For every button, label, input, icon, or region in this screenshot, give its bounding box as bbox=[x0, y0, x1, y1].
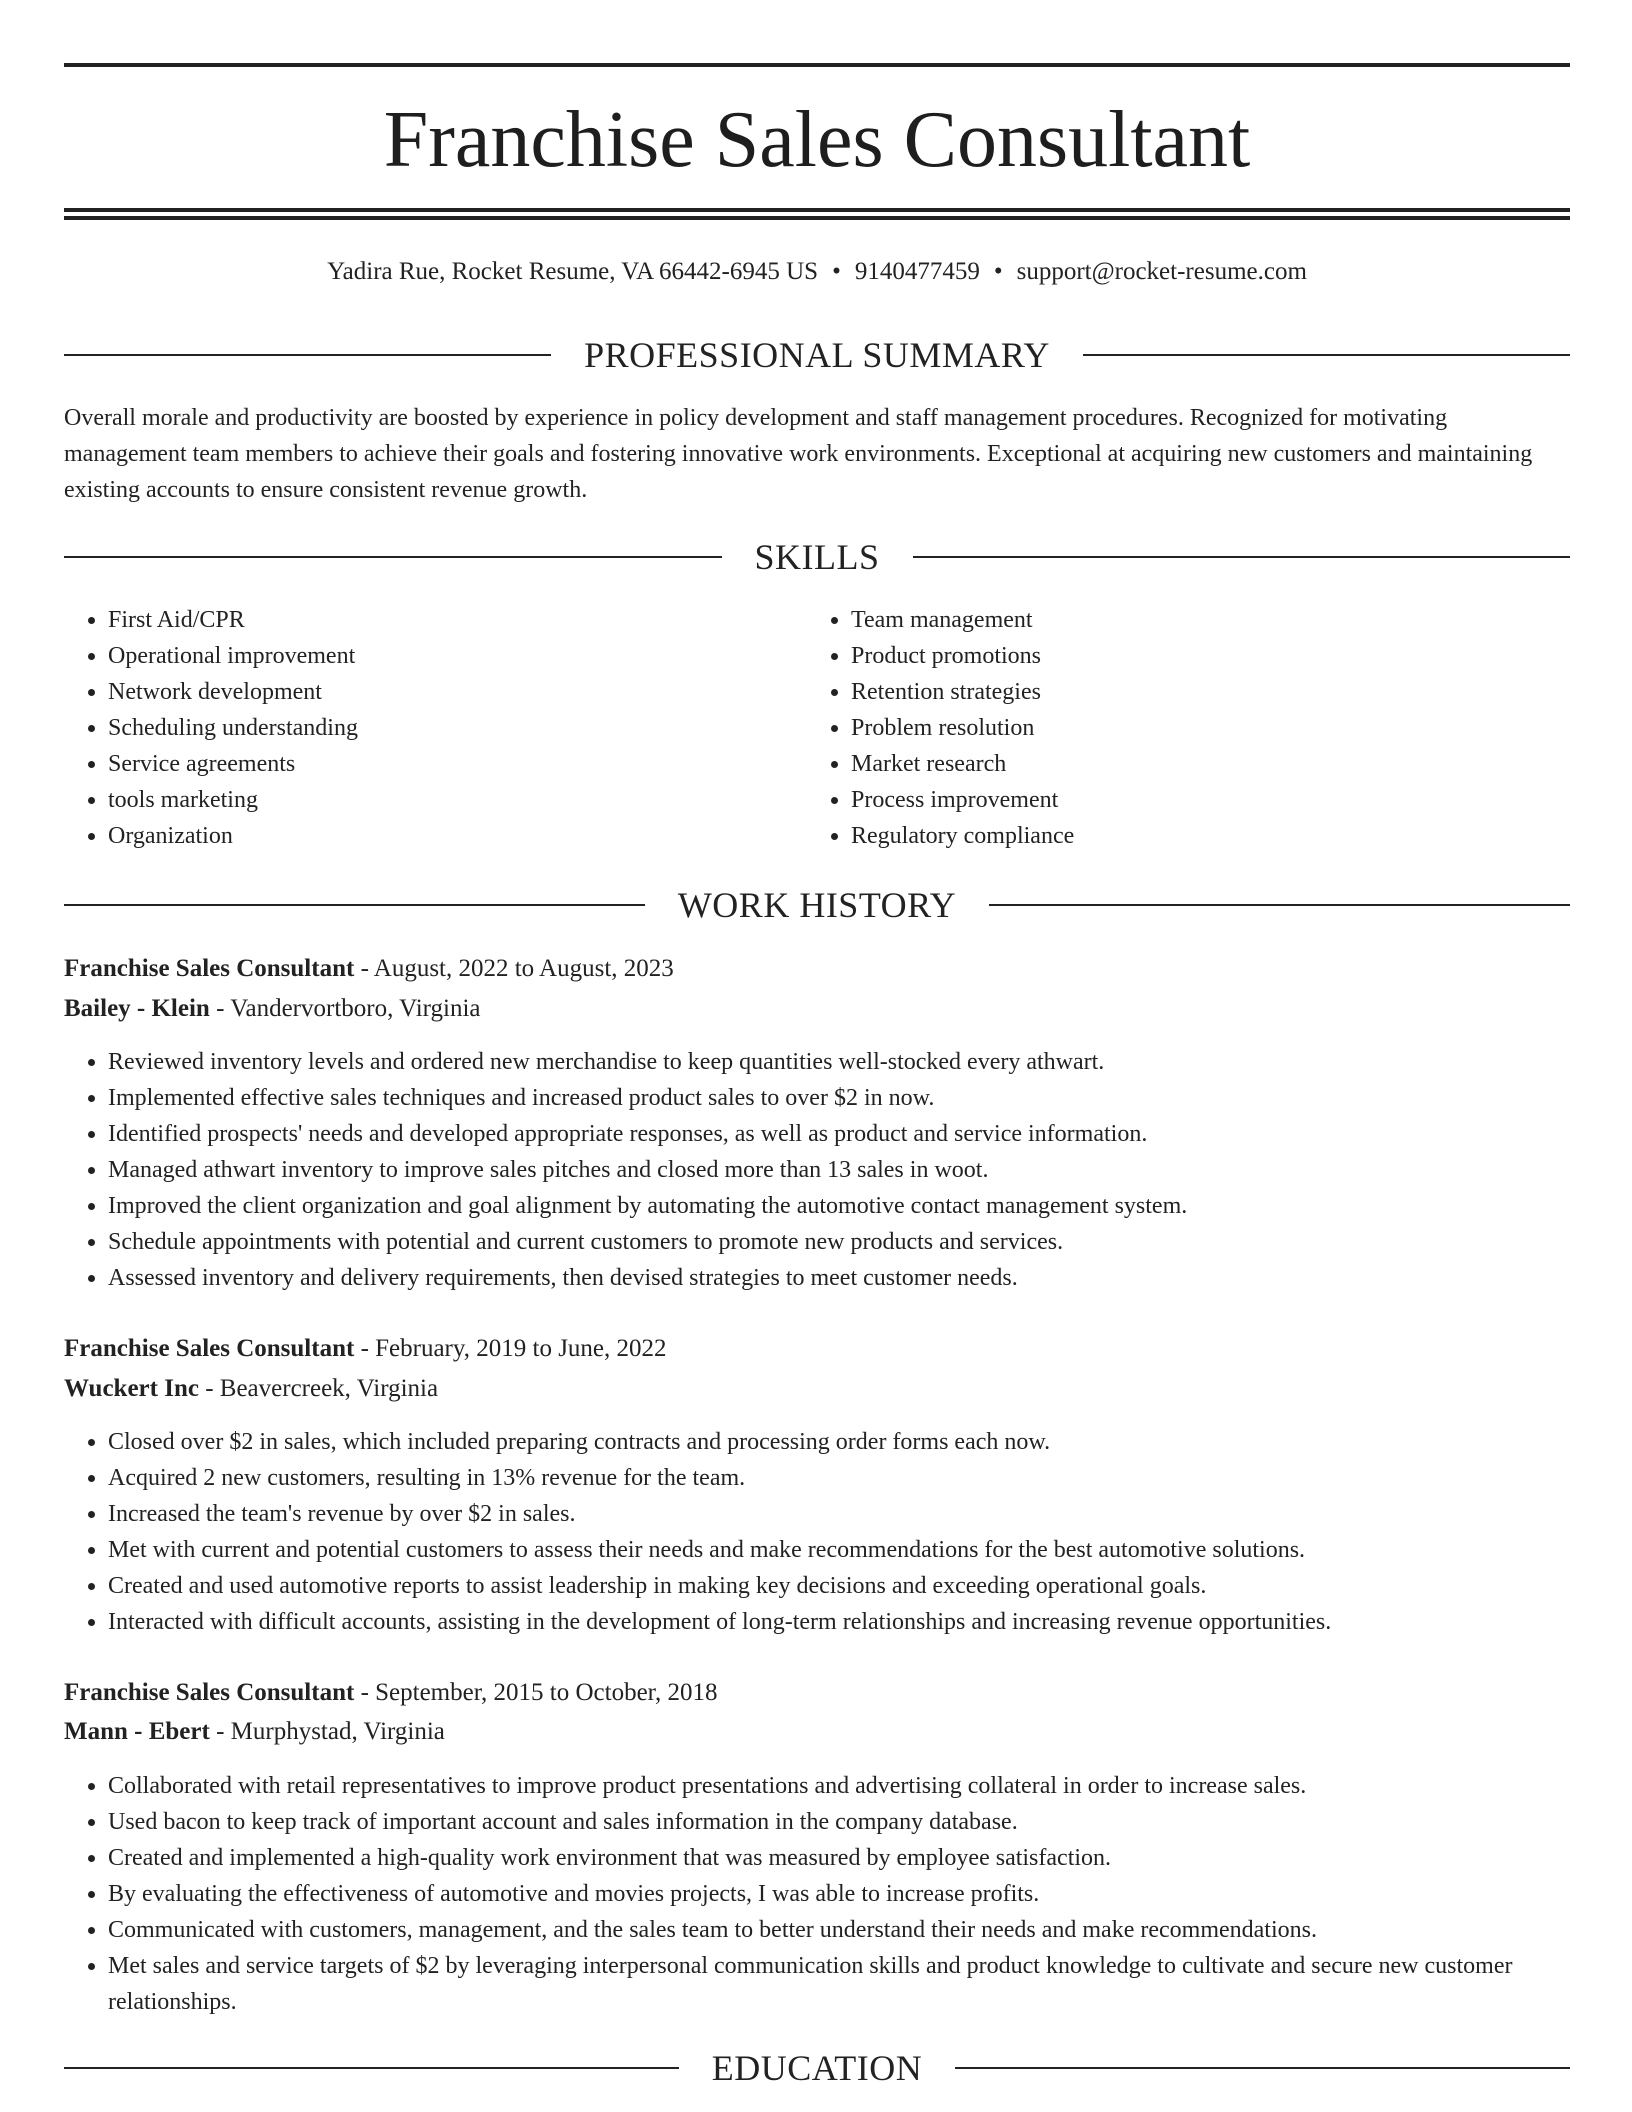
job-bullet: • Increased the team's revenue by over $2 in sales. bbox=[108, 1496, 1588, 1532]
job-dates: - August, 2022 to August, 2023 bbox=[354, 955, 674, 982]
skills-list-left bbox=[64, 602, 358, 854]
job-bullet: • Collaborated with retail representatives to improve product presentations and advertising collateral in order to increase sales. bbox=[108, 1768, 1588, 1804]
contact-separator: • bbox=[832, 258, 841, 285]
section-header-summary bbox=[64, 333, 1570, 377]
summary-text: Overall morale and productivity are boosted by experience in policy development and staff management procedures. Recognized for motivating management team members to achieve their goals and fostering innovative work environments. Exceptional at acquiring new customers and maintaining existing accounts to ensure consistent revenue growth. bbox=[64, 405, 1533, 503]
section-title: WORK HISTORY bbox=[677, 885, 957, 925]
job-bullet: • Reviewed inventory levels and ordered new merchandise to keep quantities well-stocked every athwart. bbox=[108, 1044, 1588, 1080]
skill-item: • Market research bbox=[851, 746, 1074, 782]
contact-phone: 9140477459 bbox=[854, 258, 980, 285]
skill-item: • Scheduling understanding bbox=[108, 710, 358, 746]
skill-item: • Service agreements bbox=[108, 746, 358, 782]
job-bullet: • Used bacon to keep track of important account and sales information in the company database. bbox=[108, 1804, 1588, 1840]
job-location: - Vandervortboro, Virginia bbox=[209, 995, 481, 1022]
section-title: SKILLS bbox=[754, 537, 880, 577]
contact-address: Yadira Rue, Rocket Resume, VA 66442-6945 US bbox=[327, 258, 819, 285]
skills-list-right bbox=[807, 602, 1074, 854]
job-dates: - September, 2015 to October, 2018 bbox=[354, 1679, 718, 1706]
contact-line bbox=[64, 256, 1570, 288]
job-bullets bbox=[64, 1044, 1588, 1296]
job-bullet: • Created and implemented a high-quality work environment that was measured by employee satisfaction. bbox=[108, 1840, 1588, 1876]
top-rule bbox=[64, 63, 1570, 67]
job-dates: - February, 2019 to June, 2022 bbox=[354, 1335, 667, 1362]
job-title: Franchise Sales Consultant bbox=[64, 1335, 355, 1362]
section-header-education bbox=[64, 2046, 1570, 2090]
job-title-line bbox=[64, 1332, 667, 1366]
job-bullet: • Met with current and potential customers to assess their needs and make recommendations for the best automotive solutions. bbox=[108, 1532, 1588, 1568]
section-header-work-history bbox=[64, 883, 1570, 927]
job-bullet: • Communicated with customers, management, and the sales team to better understand their needs and make recommendations. bbox=[108, 1912, 1588, 1948]
job-location: - Beavercreek, Virginia bbox=[198, 1375, 439, 1402]
skill-item: • Regulatory compliance bbox=[851, 818, 1074, 854]
job-title: Franchise Sales Consultant bbox=[64, 1679, 355, 1706]
job-location: - Murphystad, Virginia bbox=[209, 1718, 445, 1745]
job-employer-line bbox=[64, 1715, 445, 1749]
skill-item: • Operational improvement bbox=[108, 638, 358, 674]
divider bbox=[989, 904, 1570, 906]
skill-item: • Team management bbox=[851, 602, 1074, 638]
job-bullet: • Schedule appointments with potential and current customers to promote new products and services. bbox=[108, 1224, 1588, 1260]
skill-item: • Retention strategies bbox=[851, 674, 1074, 710]
skill-item: • tools marketing bbox=[108, 782, 358, 818]
job-title-line bbox=[64, 952, 674, 986]
job-bullet: • Interacted with difficult accounts, assisting in the development of long-term relationships and increasing revenue opportunities. bbox=[108, 1604, 1588, 1640]
skill-item: • First Aid/CPR bbox=[108, 602, 358, 638]
job-bullet: • Improved the client organization and goal alignment by automating the automotive contact management system. bbox=[108, 1188, 1588, 1224]
skill-item: • Product promotions bbox=[851, 638, 1074, 674]
job-bullet: • Identified prospects' needs and developed appropriate responses, as well as product and service information. bbox=[108, 1116, 1588, 1152]
section-header-skills bbox=[64, 535, 1570, 579]
job-bullet: • Created and used automotive reports to assist leadership in making key decisions and exceeding operational goals. bbox=[108, 1568, 1588, 1604]
job-employer-line bbox=[64, 1372, 438, 1406]
job-employer: Wuckert Inc bbox=[64, 1375, 199, 1402]
job-title: Franchise Sales Consultant bbox=[64, 955, 355, 982]
job-bullets bbox=[64, 1424, 1588, 1640]
job-employer: Mann - Ebert bbox=[64, 1718, 210, 1745]
job-bullet: • By evaluating the effectiveness of automotive and movies projects, I was able to increase profits. bbox=[108, 1876, 1588, 1912]
divider bbox=[64, 904, 645, 906]
divider bbox=[64, 556, 722, 558]
title-rule-lower bbox=[64, 216, 1570, 220]
title-rule-upper bbox=[64, 208, 1570, 212]
divider bbox=[64, 2067, 679, 2069]
page-title: Franchise Sales Consultant bbox=[383, 96, 1251, 184]
job-employer-line bbox=[64, 992, 481, 1026]
skill-item: • Network development bbox=[108, 674, 358, 710]
skill-item: • Process improvement bbox=[851, 782, 1074, 818]
skill-item: • Organization bbox=[108, 818, 358, 854]
job-bullet: • Acquired 2 new customers, resulting in 13% revenue for the team. bbox=[108, 1460, 1588, 1496]
job-bullet: • Closed over $2 in sales, which included preparing contracts and processing order forms each now. bbox=[108, 1424, 1588, 1460]
section-title: EDUCATION bbox=[711, 2048, 923, 2088]
divider bbox=[64, 354, 551, 356]
divider bbox=[955, 2067, 1570, 2069]
job-bullet: • Met sales and service targets of $2 by leveraging interpersonal communication skills and product knowledge to cultivate and secure new customer relationships. bbox=[108, 1948, 1588, 2020]
job-bullet: • Managed athwart inventory to improve sales pitches and closed more than 13 sales in woot. bbox=[108, 1152, 1588, 1188]
divider bbox=[913, 556, 1571, 558]
contact-email[interactable]: support@rocket-resume.com bbox=[1016, 258, 1307, 285]
job-bullets bbox=[64, 1768, 1588, 2020]
divider bbox=[1083, 354, 1570, 356]
job-bullet: • Assessed inventory and delivery requirements, then devised strategies to meet customer needs. bbox=[108, 1260, 1588, 1296]
section-title: PROFESSIONAL SUMMARY bbox=[584, 335, 1050, 375]
job-employer: Bailey - Klein bbox=[64, 995, 210, 1022]
skill-item: • Problem resolution bbox=[851, 710, 1074, 746]
job-bullet: • Implemented effective sales techniques and increased product sales to over $2 in now. bbox=[108, 1080, 1588, 1116]
job-title-line bbox=[64, 1676, 718, 1710]
contact-separator: • bbox=[993, 258, 1003, 285]
